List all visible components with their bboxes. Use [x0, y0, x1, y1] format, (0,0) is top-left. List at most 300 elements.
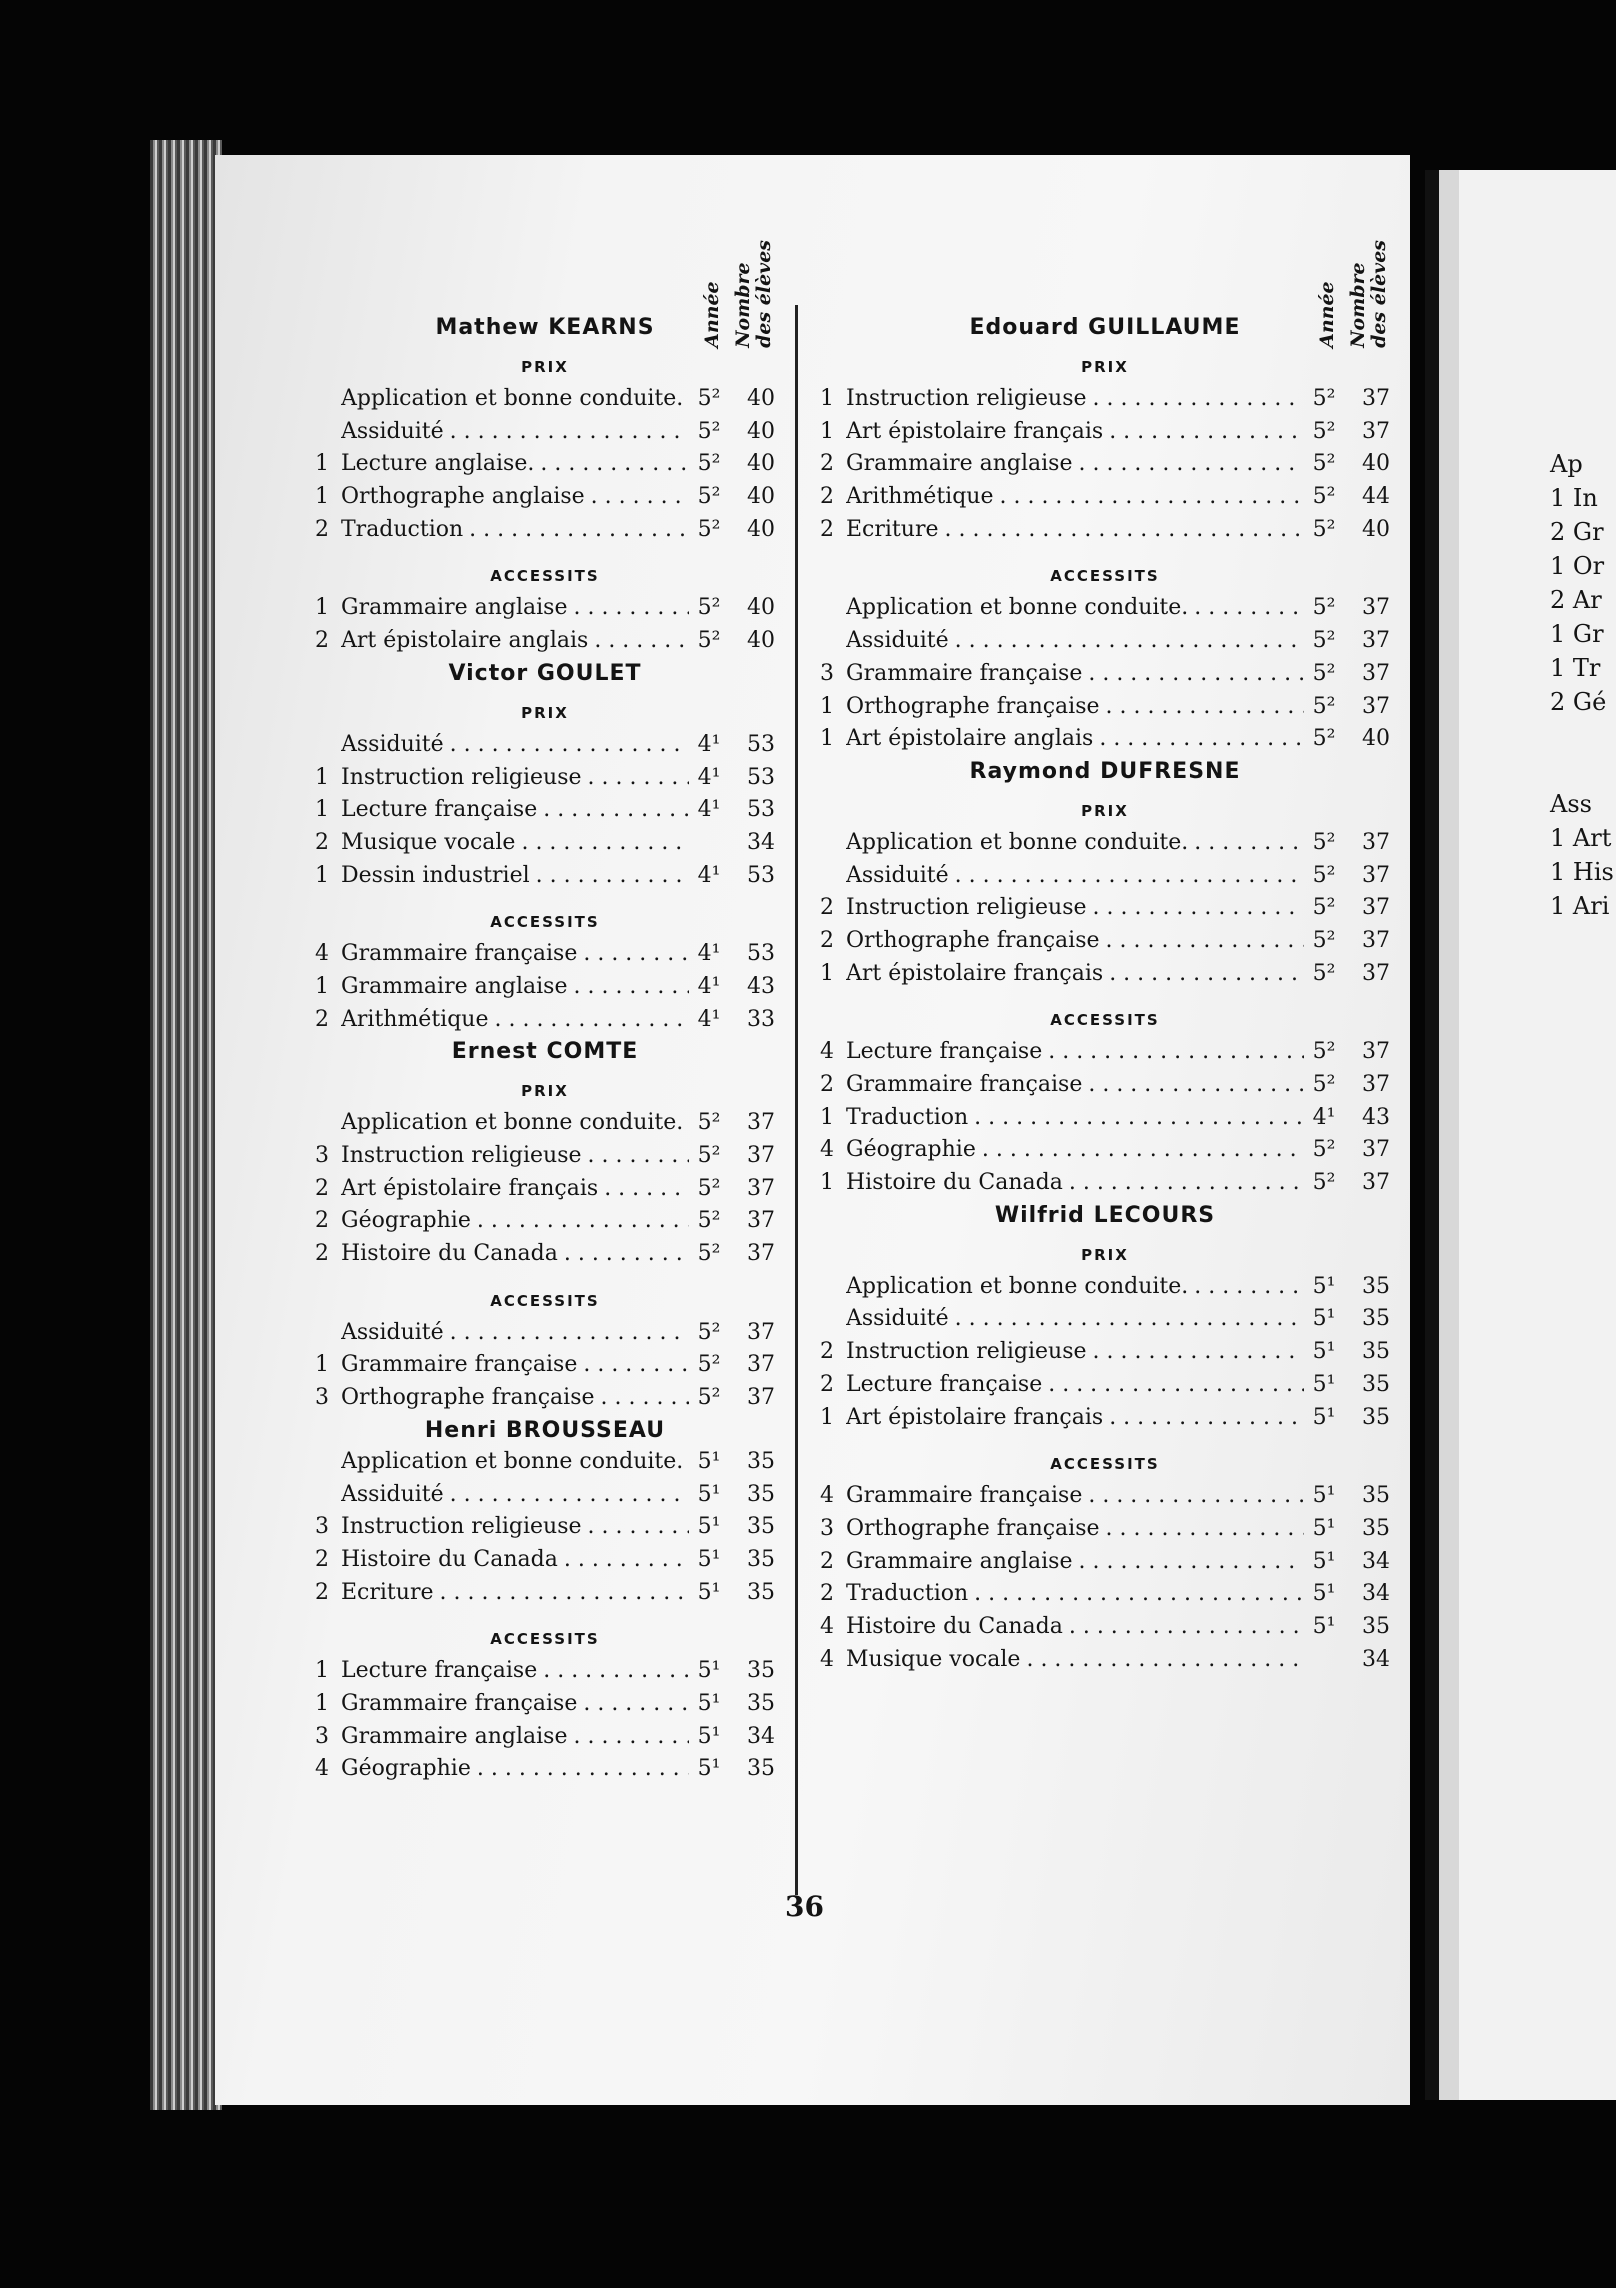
award-subject	[846, 386, 1304, 411]
award-nombre: 35	[747, 1756, 775, 1782]
award-subject-text: Art épistolaire français	[846, 960, 1104, 986]
award-entry	[820, 1549, 1390, 1582]
student-block	[820, 759, 1390, 1203]
award-subject-text: Histoire du Canada	[341, 1241, 558, 1267]
award-subject	[846, 1274, 1304, 1299]
next-page-fragments	[1550, 450, 1614, 926]
award-subject	[341, 941, 689, 966]
award-subject-text: Instruction religieuse	[341, 1514, 582, 1540]
award-annee: 5²	[1312, 726, 1336, 752]
award-subject-text: Assiduité	[341, 1481, 444, 1507]
award-subject-text: Grammaire anglaise	[341, 595, 568, 621]
award-subject-text: Assiduité	[341, 418, 444, 444]
award-nombre: 53	[747, 862, 775, 888]
award-nombre: 40	[747, 516, 775, 542]
award-nombre: 35	[1362, 1339, 1390, 1365]
column-headers	[1317, 240, 1390, 348]
award-nombre: 35	[747, 1481, 775, 1507]
award-nombre: 40	[1362, 516, 1390, 542]
award-subject-text: Arithmétique	[341, 1006, 489, 1032]
award-rank: 1	[315, 973, 329, 999]
section-title: ACCESSITS	[1050, 1455, 1160, 1474]
award-subject	[341, 1143, 689, 1168]
award-subject-text: Traduction	[341, 516, 464, 542]
award-nombre: 37	[1362, 386, 1390, 411]
next-page-fragment: 2 Gr	[1550, 518, 1604, 546]
student-header	[820, 240, 1390, 348]
award-annee: 4¹	[697, 941, 721, 967]
award-annee: 5²	[697, 386, 721, 411]
award-subject	[341, 1007, 689, 1032]
award-rank: 2	[820, 1581, 834, 1607]
section-title: PRIX	[521, 358, 569, 376]
award-subject	[341, 1547, 689, 1572]
award-nombre: 35	[1362, 1483, 1390, 1509]
award-entry	[315, 419, 775, 452]
award-subject	[341, 732, 689, 757]
student-name: Mathew KEARNS	[435, 315, 655, 340]
award-entry	[315, 1208, 775, 1241]
award-subject	[341, 765, 689, 790]
award-annee: 5²	[1312, 418, 1336, 444]
award-entry	[820, 595, 1390, 628]
award-annee: 5²	[1312, 516, 1336, 542]
award-subject	[846, 1647, 1304, 1672]
award-annee: 5²	[1312, 1137, 1336, 1163]
next-page-fragment: Ap	[1550, 450, 1583, 478]
award-subject-text: Lecture anglaise.	[341, 451, 535, 477]
next-page-fragment: 1 Art	[1550, 824, 1612, 852]
next-page-fragment: Ass	[1550, 790, 1592, 818]
award-subject	[846, 517, 1304, 542]
student-header	[820, 759, 1390, 784]
award-annee: 5¹	[697, 1579, 721, 1605]
award-entry	[820, 386, 1390, 419]
award-annee: 4¹	[697, 973, 721, 999]
award-nombre: 40	[747, 628, 775, 654]
award-entry	[315, 1143, 775, 1176]
award-nombre: 37	[747, 1175, 775, 1201]
award-rank: 1	[820, 1404, 834, 1430]
award-rank: 2	[315, 1006, 329, 1032]
award-annee: 5²	[1312, 927, 1336, 953]
award-entry	[820, 1306, 1390, 1339]
award-annee: 5²	[697, 1143, 721, 1168]
award-annee: 5²	[1312, 595, 1336, 621]
award-nombre: 35	[1362, 1613, 1390, 1639]
award-entry	[820, 661, 1390, 694]
award-subject-text: Géographie	[341, 1208, 471, 1234]
student-block	[315, 240, 775, 661]
award-subject	[846, 451, 1304, 476]
award-annee: 5¹	[697, 1514, 721, 1540]
award-subject-text: Lecture française	[341, 797, 538, 823]
award-entry	[820, 1581, 1390, 1614]
award-nombre: 40	[747, 451, 775, 477]
award-rank: 4	[315, 1756, 329, 1782]
award-subject-text: Lecture française	[846, 1371, 1043, 1397]
award-subject-text: Grammaire française	[846, 660, 1083, 686]
award-rank: 4	[820, 1646, 834, 1672]
page-number: 36	[785, 1890, 824, 1923]
award-annee: 5¹	[1312, 1515, 1336, 1541]
award-subject	[341, 1449, 689, 1474]
award-subject-text: Application et bonne conduite.	[341, 1448, 684, 1474]
award-nombre: 37	[1362, 1039, 1390, 1065]
next-page-fragment: 2 Ar	[1550, 586, 1602, 614]
award-subject-text: Grammaire française	[341, 1352, 578, 1378]
award-entry	[315, 1320, 775, 1353]
award-annee: 5²	[1312, 451, 1336, 477]
award-rank: 1	[315, 1690, 329, 1716]
award-annee: 5¹	[1312, 1306, 1336, 1332]
award-subject-text: Application et bonne conduite.	[846, 1273, 1189, 1299]
award-rank: 1	[315, 451, 329, 477]
next-page-fragment	[1550, 756, 1614, 790]
award-entry	[820, 419, 1390, 452]
award-annee: 5¹	[1312, 1548, 1336, 1574]
award-nombre: 37	[747, 1110, 775, 1136]
award-nombre: 44	[1362, 484, 1390, 510]
award-annee: 5²	[1312, 693, 1336, 719]
award-entry	[820, 1483, 1390, 1516]
award-subject-text: Histoire du Canada	[846, 1613, 1063, 1639]
award-subject-text: Ecriture	[846, 516, 939, 542]
section-title: ACCESSITS	[1050, 1011, 1160, 1030]
award-subject	[846, 1516, 1304, 1541]
award-nombre: 37	[747, 1385, 775, 1411]
award-rank: 2	[820, 451, 834, 477]
award-nombre: 35	[1362, 1371, 1390, 1397]
award-nombre: 35	[747, 1579, 775, 1605]
award-entry	[820, 830, 1390, 863]
award-nombre: 53	[747, 941, 775, 967]
award-annee: 5²	[1312, 628, 1336, 654]
student-block	[820, 240, 1390, 759]
award-rank: 2	[315, 1175, 329, 1201]
award-subject-text: Grammaire anglaise	[846, 451, 1073, 477]
award-subject-text: Géographie	[846, 1137, 976, 1163]
award-subject	[341, 1352, 689, 1377]
award-annee: 5¹	[1312, 1483, 1336, 1509]
award-rank: 3	[820, 660, 834, 686]
award-rank: 2	[315, 516, 329, 542]
award-nombre: 37	[1362, 829, 1390, 855]
award-subject	[846, 1039, 1304, 1064]
student-header	[820, 1203, 1390, 1228]
award-subject-text: Lecture française	[341, 1658, 538, 1684]
award-entry	[820, 928, 1390, 961]
award-annee: 5²	[1312, 1170, 1336, 1196]
award-nombre: 40	[747, 595, 775, 621]
award-annee: 5²	[697, 418, 721, 444]
award-subject	[341, 1514, 689, 1539]
award-entry	[315, 1449, 775, 1482]
award-nombre: 37	[1362, 927, 1390, 953]
student-block	[315, 661, 775, 1040]
award-annee: 5²	[1312, 862, 1336, 888]
award-rank: 4	[820, 1483, 834, 1509]
award-annee: 5¹	[1312, 1273, 1336, 1299]
award-subject	[341, 1385, 689, 1410]
award-subject	[341, 1482, 689, 1507]
award-subject	[341, 1580, 689, 1605]
award-nombre: 43	[747, 973, 775, 999]
award-entry	[820, 1516, 1390, 1549]
award-subject-text: Art épistolaire français	[341, 1175, 599, 1201]
student-block	[315, 1039, 775, 1418]
award-rank: 1	[315, 1352, 329, 1378]
student-name: Henri BROUSSEAU	[424, 1417, 666, 1443]
next-page-fragment: 1 Tr	[1550, 654, 1601, 682]
award-subject-text: Grammaire anglaise	[846, 1548, 1073, 1574]
award-rank: 2	[820, 1339, 834, 1365]
award-annee: 4¹	[697, 731, 721, 757]
award-annee: 5¹	[697, 1756, 721, 1782]
award-subject-text: Instruction religieuse	[846, 895, 1087, 921]
award-entry	[315, 1482, 775, 1515]
award-subject	[341, 830, 689, 855]
book-page	[215, 155, 1410, 2105]
student-header	[315, 1418, 775, 1443]
award-entry	[820, 517, 1390, 550]
award-subject-text: Orthographe française	[846, 693, 1100, 719]
award-entry	[315, 517, 775, 550]
award-nombre: 33	[747, 1006, 775, 1032]
book-binding-edge	[150, 140, 222, 2110]
award-subject	[341, 484, 689, 509]
award-entry	[820, 961, 1390, 994]
award-annee: 5¹	[697, 1690, 721, 1716]
award-annee: 4¹	[697, 862, 721, 888]
award-nombre: 43	[1362, 1104, 1390, 1130]
award-rank: 1	[820, 1104, 834, 1130]
award-entry	[820, 484, 1390, 517]
award-rank: 1	[820, 960, 834, 986]
next-page-fragment	[1550, 722, 1614, 756]
section-title: PRIX	[1081, 358, 1129, 376]
award-subject	[846, 661, 1304, 686]
award-rank: 2	[315, 1208, 329, 1234]
award-rank: 2	[315, 628, 329, 654]
award-annee: 5²	[697, 1385, 721, 1411]
award-rank: 3	[315, 1143, 329, 1168]
student-name: Wilfrid LECOURS	[994, 1202, 1216, 1228]
award-nombre: 40	[1362, 451, 1390, 477]
award-annee: 5²	[1312, 660, 1336, 686]
award-subject	[341, 1208, 689, 1233]
award-subject	[341, 1691, 689, 1716]
award-rank: 1	[820, 418, 834, 444]
award-subject-text: Assiduité	[341, 731, 444, 757]
award-subject-text: Dessin industriel	[341, 862, 530, 888]
award-nombre: 37	[1362, 660, 1390, 686]
award-annee: 5²	[697, 516, 721, 542]
award-rank: 4	[820, 1039, 834, 1065]
award-rank: 1	[820, 726, 834, 752]
award-subject-text: Orthographe française	[846, 1515, 1100, 1541]
award-subject	[846, 895, 1304, 920]
award-subject-text: Grammaire anglaise	[341, 1723, 568, 1749]
award-subject-text: Traduction	[846, 1104, 969, 1130]
award-rank: 2	[820, 516, 834, 542]
award-entry	[820, 1372, 1390, 1405]
award-nombre: 34	[747, 829, 775, 855]
award-subject	[341, 1241, 689, 1266]
award-annee: 4¹	[697, 797, 721, 823]
award-nombre: 53	[747, 731, 775, 757]
award-nombre: 35	[1362, 1306, 1390, 1332]
award-subject	[846, 595, 1304, 620]
award-annee: 5¹	[697, 1448, 721, 1474]
award-subject	[846, 484, 1304, 509]
student-header	[315, 240, 775, 348]
award-annee: 5²	[697, 1319, 721, 1345]
award-subject-text: Instruction religieuse	[341, 1143, 582, 1168]
award-entry	[820, 1039, 1390, 1072]
section-title: PRIX	[1081, 1245, 1129, 1264]
award-subject	[341, 1176, 689, 1201]
award-entry	[315, 386, 775, 419]
award-rank: 2	[315, 1241, 329, 1267]
award-nombre: 37	[1362, 1137, 1390, 1163]
nombre-header: Nombre des élèves	[1347, 240, 1390, 348]
award-rank: 3	[315, 1723, 329, 1749]
award-rank: 3	[315, 1385, 329, 1411]
award-subject	[846, 1105, 1304, 1130]
award-entry	[315, 595, 775, 628]
award-entry	[315, 863, 775, 896]
award-annee: 5¹	[697, 1481, 721, 1507]
award-subject	[341, 517, 689, 542]
award-subject-text: Géographie	[341, 1756, 471, 1782]
column-headers	[702, 240, 775, 348]
award-rank: 1	[820, 386, 834, 411]
award-subject-text: Lecture française	[846, 1039, 1043, 1065]
award-entry	[315, 484, 775, 517]
award-subject-text: Orthographe française	[846, 927, 1100, 953]
award-rank: 3	[315, 1514, 329, 1540]
award-subject-text: Grammaire française	[846, 1483, 1083, 1509]
award-subject	[341, 1756, 689, 1781]
award-nombre: 34	[1362, 1646, 1390, 1672]
award-entry	[315, 974, 775, 1007]
award-rank: 1	[315, 595, 329, 621]
award-rank: 4	[315, 941, 329, 967]
award-subject-text: Assiduité	[846, 628, 949, 654]
award-entry	[820, 1137, 1390, 1170]
award-entry	[820, 895, 1390, 928]
award-subject-text: Grammaire anglaise	[341, 973, 568, 999]
award-subject	[846, 1306, 1304, 1331]
award-subject-text: Application et bonne conduite.	[341, 386, 684, 411]
left-column	[315, 240, 775, 1789]
award-entry	[315, 1352, 775, 1385]
award-annee: 5²	[697, 484, 721, 510]
award-annee: 5²	[697, 1110, 721, 1136]
award-entry	[820, 1072, 1390, 1105]
award-entry	[315, 1385, 775, 1418]
award-subject-text: Art épistolaire français	[846, 418, 1104, 444]
award-entry	[315, 1176, 775, 1209]
award-nombre: 37	[1362, 595, 1390, 621]
award-entry	[315, 1724, 775, 1757]
award-rank: 2	[820, 895, 834, 921]
award-subject	[846, 1170, 1304, 1195]
award-annee: 5²	[1312, 1039, 1336, 1065]
award-subject-text: Instruction religieuse	[341, 764, 582, 790]
award-nombre: 37	[1362, 1170, 1390, 1196]
award-entry	[315, 1756, 775, 1789]
award-subject	[846, 1339, 1304, 1364]
column-divider	[795, 305, 798, 1895]
award-annee: 5²	[697, 451, 721, 477]
award-rank: 1	[820, 1170, 834, 1196]
award-nombre: 34	[1362, 1581, 1390, 1607]
award-entry	[315, 830, 775, 863]
award-annee: 4¹	[1312, 1104, 1336, 1130]
award-entry	[820, 1405, 1390, 1438]
award-entry	[315, 451, 775, 484]
award-entry	[315, 1658, 775, 1691]
award-annee: 5²	[697, 1175, 721, 1201]
award-nombre: 40	[747, 386, 775, 411]
award-entry	[315, 941, 775, 974]
award-subject-text: Musique vocale	[846, 1646, 1021, 1672]
award-entry	[820, 1105, 1390, 1138]
award-entry	[315, 1514, 775, 1547]
award-nombre: 40	[747, 418, 775, 444]
award-annee: 5¹	[697, 1546, 721, 1572]
award-annee: 4¹	[697, 764, 721, 790]
right-column	[820, 240, 1390, 1679]
award-subject	[846, 1614, 1304, 1639]
section-title: ACCESSITS	[490, 1630, 600, 1649]
award-entry	[315, 1110, 775, 1143]
award-annee: 5²	[697, 1352, 721, 1378]
award-subject-text: Grammaire française	[341, 1690, 578, 1716]
next-page-fragment: 2 Gé	[1550, 688, 1607, 716]
award-entry	[820, 1647, 1390, 1680]
section-title: PRIX	[1081, 801, 1129, 820]
award-rank: 2	[820, 484, 834, 510]
award-nombre: 35	[1362, 1273, 1390, 1299]
award-nombre: 35	[747, 1546, 775, 1572]
next-page-edge	[1425, 170, 1616, 2100]
award-subject-text: Orthographe anglaise	[341, 484, 585, 510]
award-rank: 1	[315, 797, 329, 823]
award-subject	[846, 694, 1304, 719]
award-nombre: 35	[747, 1658, 775, 1684]
student-name: Victor GOULET	[448, 660, 642, 686]
award-subject-text: Arithmétique	[846, 484, 994, 510]
section-title: ACCESSITS	[490, 913, 600, 932]
award-nombre: 37	[1362, 895, 1390, 921]
award-nombre: 53	[747, 764, 775, 790]
annee-header: Année	[701, 281, 723, 348]
award-subject	[341, 797, 689, 822]
award-subject	[846, 830, 1304, 855]
award-nombre: 37	[1362, 862, 1390, 888]
award-entry	[315, 797, 775, 830]
award-nombre: 37	[1362, 418, 1390, 444]
award-subject	[846, 1137, 1304, 1162]
award-annee: 5²	[1312, 484, 1336, 510]
award-rank: 2	[820, 927, 834, 953]
next-page-fragment: 1 Ari	[1550, 892, 1610, 920]
award-nombre: 35	[1362, 1404, 1390, 1430]
next-page-fragment: 1 In	[1550, 484, 1598, 512]
